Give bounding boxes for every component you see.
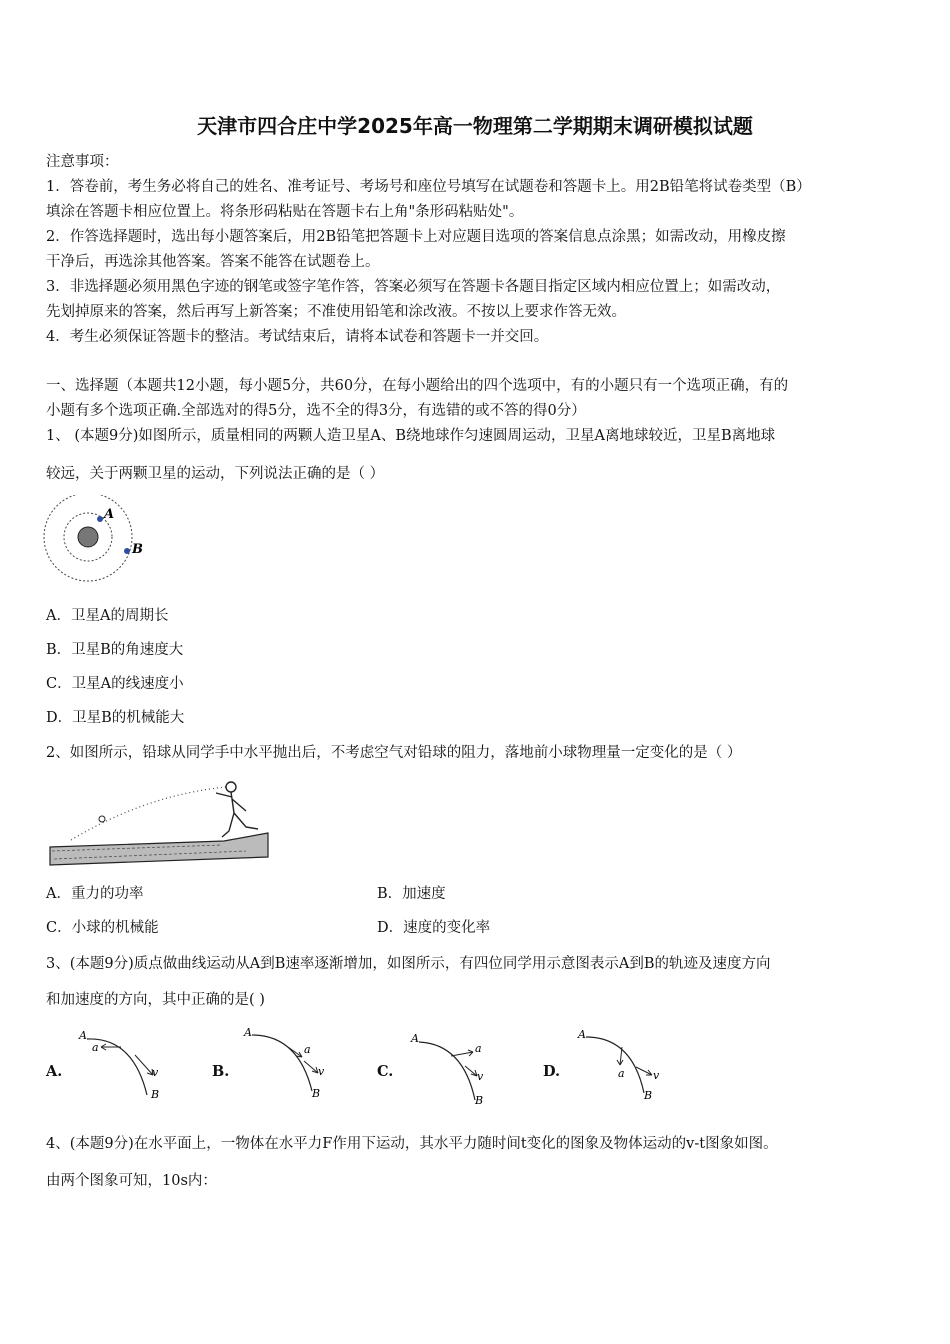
shot-put-diagram	[46, 775, 271, 870]
satellite-a	[97, 516, 103, 522]
question-3-label-a: A.	[46, 1063, 63, 1080]
notice-line-2: 填涂在答题卡相应位置上。将条形码粘贴在答题卡右上角"条形码粘贴处"。	[46, 204, 524, 220]
question-1-line-1: 1、 (本题9分)如图所示，质量相同的两颗人造卫星A、B绕地球作匀速圆周运动，卫星A离地球较近，卫星B离地球	[46, 428, 776, 444]
question-1-option-a: A．卫星A的周期长	[46, 608, 169, 624]
earth	[78, 527, 98, 547]
question-4-line-1: 4、(本题9分)在水平面上，一物体在水平力F作用下运动，其水平力随时间t变化的图象及物体运动的v-t图象如图。	[46, 1136, 778, 1152]
svg-text:B: B	[151, 1088, 160, 1101]
svg-text:a: a	[92, 1041, 99, 1054]
question-2-line-1: 2、如图所示，铅球从同学手中水平抛出后，不考虑空气对铅球的阻力，落地前小球物理量一定变化的是（ ）	[46, 745, 742, 761]
satellite-b-label: B	[132, 542, 143, 557]
trajectory-diagram-a	[75, 1025, 175, 1105]
svg-text:B: B	[475, 1094, 484, 1107]
svg-text:B: B	[312, 1087, 321, 1100]
question-4-line-2: 由两个图象可知，10s内：	[46, 1173, 217, 1189]
svg-text:a: a	[475, 1042, 482, 1055]
notice-line-5: 3．非选择题必须用黑色字迹的钢笔或签字笔作答，答案必须写在答题卡各题目指定区域内相应位置上；如需改动，	[46, 279, 781, 295]
svg-text:v: v	[477, 1070, 484, 1083]
svg-text:A: A	[244, 1026, 252, 1039]
svg-text:a: a	[618, 1067, 625, 1080]
notice-heading: 注意事项：	[46, 154, 119, 170]
trajectory-diagram-b	[238, 1025, 338, 1105]
notice-line-7: 4．考生必须保证答题卡的整洁。考试结束后，请将本试卷和答题卡一并交回。	[46, 329, 549, 345]
section-header-line-2: 小题有多个选项正确.全部选对的得5分，选不全的得3分，有选错的或不答的得0分）	[46, 403, 586, 419]
question-1-option-d: D．卫星B的机械能大	[46, 710, 185, 726]
question-1-line-2: 较远，关于两颗卫星的运动，下列说法正确的是（ ）	[46, 466, 385, 482]
notice-line-3: 2．作答选择题时，选出每小题答案后，用2B铅笔把答题卡上对应题目选项的答案信息点涂黑；如需改动，用橡皮擦	[46, 229, 786, 245]
svg-text:a: a	[304, 1043, 311, 1056]
svg-text:v: v	[653, 1069, 660, 1082]
notice-line-6: 先划掉原来的答案，然后再写上新答案；不准使用铅笔和涂改液。不按以上要求作答无效。	[46, 304, 626, 320]
question-2-option-b: B．加速度	[377, 886, 446, 902]
athlete-figure	[216, 782, 258, 837]
svg-text:A: A	[79, 1029, 87, 1042]
question-2-option-a: A．重力的功率	[46, 886, 144, 902]
question-3-label-c: C.	[377, 1063, 394, 1080]
svg-text:v: v	[152, 1066, 159, 1079]
ball-trajectory	[71, 787, 226, 840]
shot-ball	[99, 816, 105, 822]
trajectory-diagram-d	[572, 1027, 672, 1107]
question-3-label-d: D.	[543, 1063, 561, 1080]
svg-text:A: A	[411, 1032, 419, 1045]
satellite-orbit-diagram	[40, 495, 160, 585]
page-title: 天津市四合庄中学2025年高一物理第二学期期末调研模拟试题	[197, 114, 753, 138]
question-3-line-1: 3、(本题9分)质点做曲线运动从A到B速率逐渐增加，如图所示，有四位同学用示意图表示A到B的轨迹及速度方向	[46, 956, 771, 972]
trajectory-diagram-c	[405, 1030, 505, 1110]
svg-text:B: B	[644, 1089, 653, 1102]
section-header-line-1: 一、选择题（本题共12小题，每小题5分，共60分，在每小题给出的四个选项中，有的小题只有一个选项正确，有的	[46, 378, 789, 394]
question-1-option-b: B．卫星B的角速度大	[46, 642, 184, 658]
ground	[50, 833, 268, 865]
question-2-option-d: D．速度的变化率	[377, 920, 491, 936]
notice-line-4: 干净后，再选涂其他答案。答案不能答在试题卷上。	[46, 254, 380, 270]
question-2-option-c: C．小球的机械能	[46, 920, 159, 936]
satellite-a-label: A	[104, 507, 115, 522]
notice-line-1: 1．答卷前，考生务必将自己的姓名、准考证号、考场号和座位号填写在试题卷和答题卡上。用2B铅笔将试卷类型（B）	[46, 179, 811, 195]
question-3-line-2: 和加速度的方向，其中正确的是( )	[46, 992, 265, 1008]
svg-text:v: v	[318, 1065, 325, 1078]
question-1-option-c: C．卫星A的线速度小	[46, 676, 184, 692]
satellite-b	[124, 548, 130, 554]
question-3-label-b: B.	[212, 1063, 230, 1080]
svg-text:A: A	[578, 1028, 586, 1041]
